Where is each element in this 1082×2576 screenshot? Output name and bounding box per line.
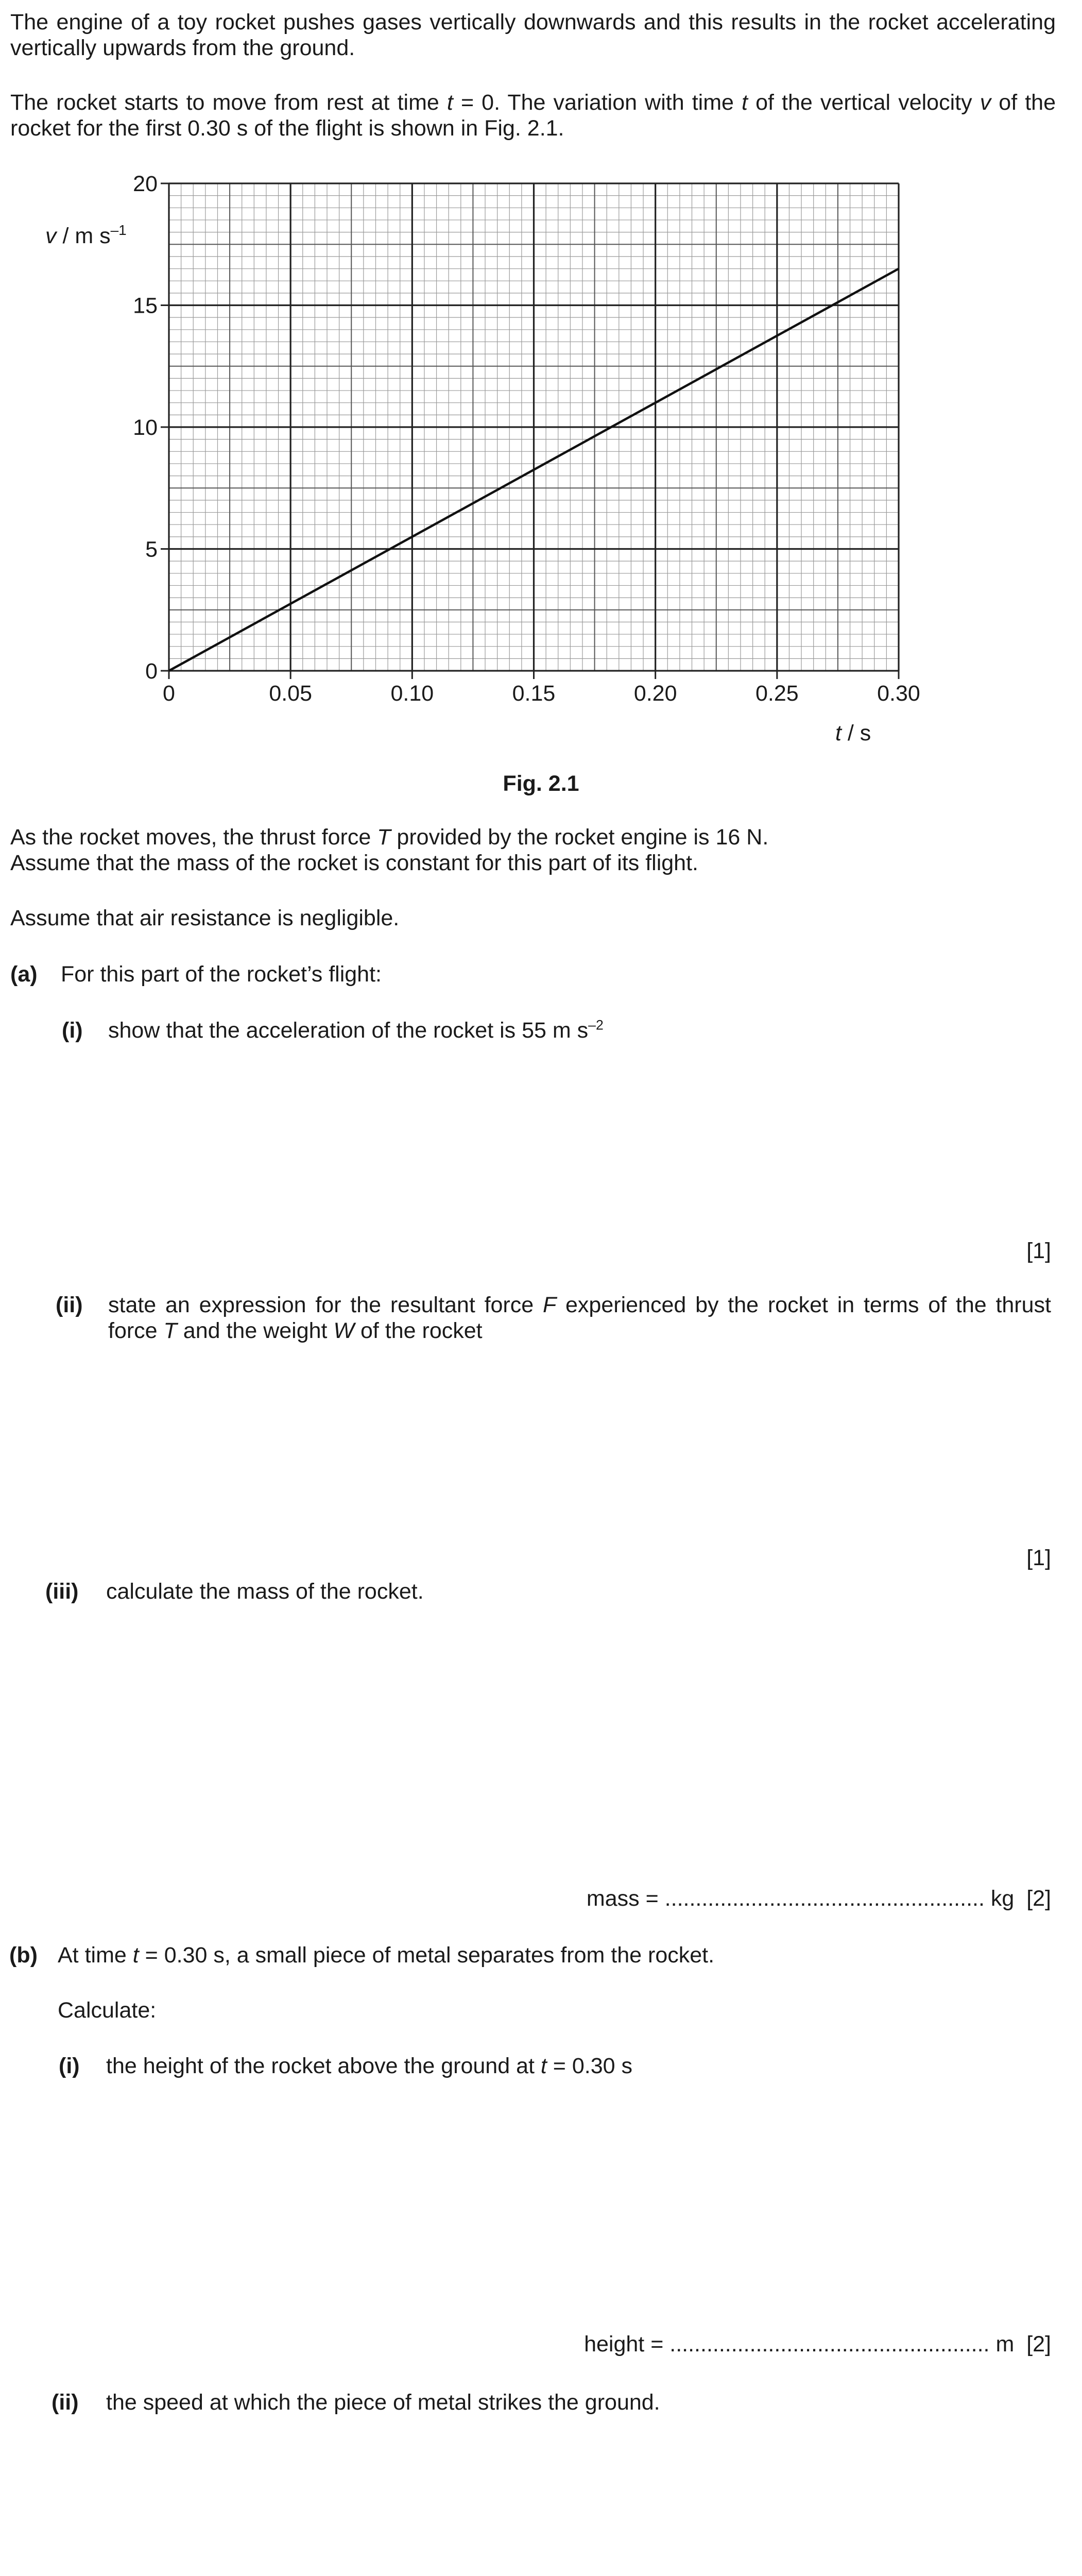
- x-tick-label: 0.25: [755, 681, 799, 706]
- intro-text-1: The engine of a toy rocket pushes gases vertically downwards and this results in the rocket accelerating vertically upwards from the ground.: [10, 10, 1056, 61]
- part-b-ii-label: (ii): [51, 2390, 79, 2415]
- x-tick-label: 0.10: [390, 681, 434, 706]
- part-a-ii-text-d: of the rocket: [354, 1318, 483, 1344]
- part-a-i-marks: [1]: [1026, 1239, 1051, 1263]
- y-tick-label: 10: [133, 415, 158, 440]
- var-t: t: [540, 2054, 547, 2078]
- part-a-i-body: show that the acceleration of the rocket is 55 m s: [108, 1018, 589, 1043]
- part-a-i-exponent: –2: [588, 1017, 604, 1033]
- mass-answer-line[interactable]: [587, 1886, 1051, 1911]
- part-b-text-a: At time: [58, 1943, 133, 1968]
- intro-paragraph-1: [10, 9, 1056, 61]
- intro-text-2a: The rocket starts to move from rest at time: [10, 90, 447, 115]
- part-a-ii-text-c: and the weight: [177, 1318, 334, 1344]
- axis-ticks: [161, 183, 899, 679]
- intro-text-2d: of the rocket for the first 0.30 s of the flight is shown in Fig. 2.1.: [10, 90, 1056, 141]
- x-tick-label: 0.05: [269, 681, 313, 706]
- part-a-iii-label: (iii): [45, 1579, 79, 1604]
- thrust-statement: [10, 824, 1056, 850]
- intro-text-2c: of the vertical velocity: [748, 90, 980, 115]
- height-answer-field[interactable]: ....................................................: [669, 2332, 990, 2357]
- part-b-ii-text: the speed at which the piece of metal strikes the ground.: [106, 2390, 660, 2415]
- part-b-i-text-b: = 0.30 s: [546, 2054, 632, 2078]
- part-a-ii-text-a: state an expression for the resultant force: [108, 1293, 543, 1317]
- calculate-label: Calculate:: [58, 1998, 157, 2023]
- var-t: t: [132, 1943, 139, 1968]
- x-tick-label: 0: [163, 681, 175, 706]
- var-T: T: [163, 1318, 177, 1344]
- y-tick-label: 0: [145, 659, 158, 684]
- intro-text-2b: = 0. The variation with time: [453, 90, 742, 115]
- x-tick-label: 0.20: [633, 681, 677, 706]
- part-a-text: For this part of the rocket’s flight:: [61, 962, 382, 987]
- intro-paragraph-2: [10, 90, 1056, 142]
- part-a-label: (a): [10, 962, 38, 987]
- mass-answer-label: mass =: [586, 1886, 665, 1911]
- x-tick-label: 0.30: [877, 681, 920, 706]
- part-b-text: [58, 1942, 714, 1968]
- height-unit: m: [989, 2332, 1015, 2357]
- height-answer-label: height =: [584, 2332, 670, 2357]
- part-a-ii-text-b: experienced by the rocket in terms of the thrust force: [108, 1293, 1051, 1344]
- part-b-i-label: (i): [59, 2054, 80, 2078]
- mass-unit: kg: [984, 1886, 1015, 1911]
- air-resistance-assumption: Assume that air resistance is negligible.: [10, 906, 400, 930]
- part-b-text-b: = 0.30 s, a small piece of metal separates from the rocket.: [139, 1943, 715, 1968]
- var-v: v: [980, 90, 991, 115]
- figure-caption: Fig. 2.1: [503, 771, 579, 796]
- height-answer-line[interactable]: [584, 2331, 1051, 2357]
- part-a-ii-text: [108, 1292, 1051, 1344]
- y-tick-label: 20: [133, 172, 158, 196]
- part-b-i-text-a: the height of the rocket above the ground at: [106, 2054, 541, 2078]
- part-b-i-text: [106, 2053, 632, 2079]
- thrust-text-b: provided by the rocket engine is 16 N.: [390, 825, 769, 850]
- part-a-i-label: (i): [62, 1018, 83, 1043]
- y-tick-label: 15: [133, 293, 158, 318]
- part-a-i-text: [108, 1018, 604, 1043]
- part-a-ii-marks: [1]: [1026, 1546, 1051, 1570]
- thrust-text-a: As the rocket moves, the thrust force: [10, 825, 377, 850]
- part-b-i-marks: [2]: [1026, 2332, 1051, 2357]
- part-a-iii-text: calculate the mass of the rocket.: [106, 1579, 424, 1604]
- x-axis-label: t / s: [835, 721, 871, 745]
- var-F: F: [542, 1293, 557, 1317]
- mass-assumption: Assume that the mass of the rocket is constant for this part of its flight.: [10, 851, 698, 875]
- var-T: T: [377, 825, 391, 850]
- velocity-time-graph: [0, 170, 1082, 762]
- part-b-label: (b): [9, 1943, 38, 1968]
- var-t: t: [742, 90, 748, 115]
- y-axis-label: v / m $s^{-1}$: [45, 222, 127, 248]
- part-a-ii-label: (ii): [56, 1293, 83, 1317]
- var-t: t: [446, 90, 453, 115]
- mass-answer-field[interactable]: ....................................................: [664, 1886, 985, 1911]
- y-tick-label: 5: [145, 537, 158, 562]
- part-a-iii-marks: [2]: [1026, 1886, 1051, 1911]
- var-W: W: [333, 1318, 355, 1344]
- x-tick-label: 0.15: [512, 681, 556, 706]
